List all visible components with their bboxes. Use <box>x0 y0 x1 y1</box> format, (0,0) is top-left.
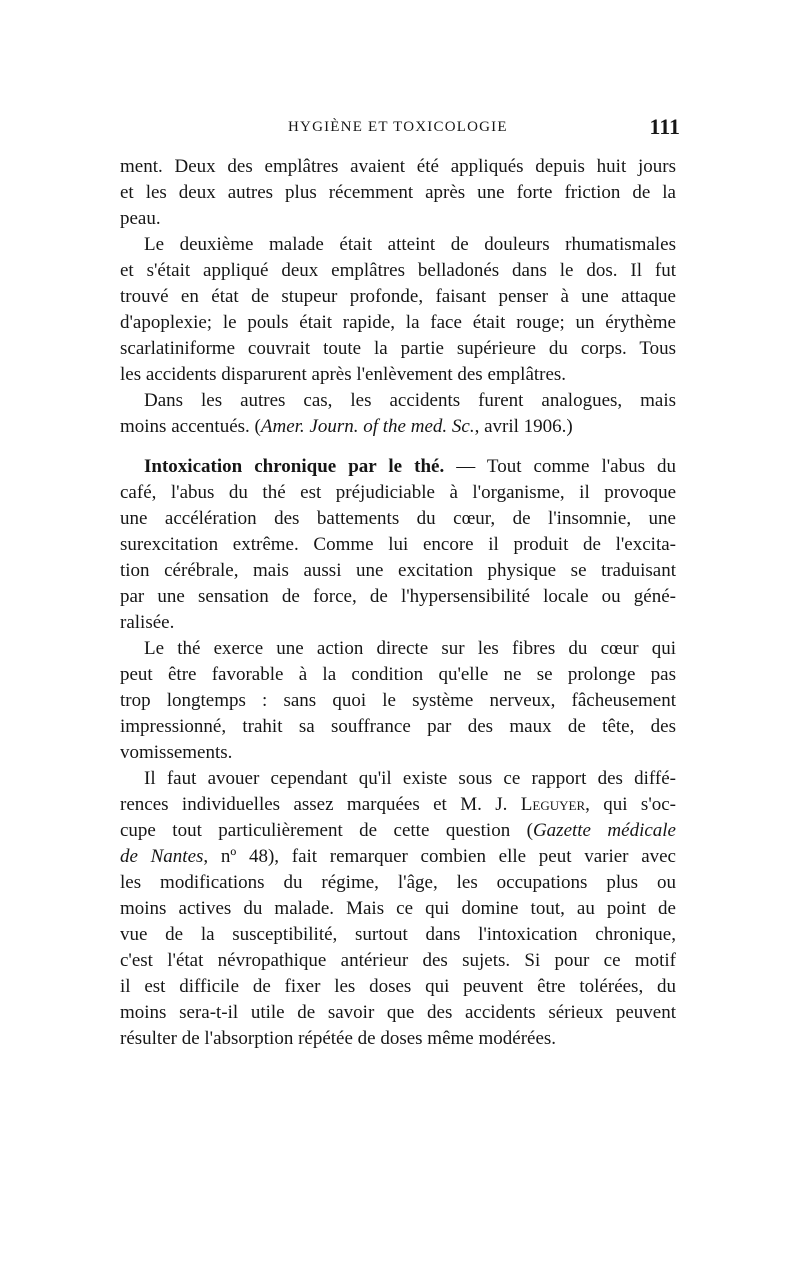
text-line: Il faut avouer cependant qu'il existe sous ce rapport des diffé- <box>144 768 676 789</box>
text-line: il est difficile de fixer les doses qui peuvent être tolérées, du <box>120 976 676 997</box>
text-line: tion cérébrale, mais aussi une excitation physique se traduisant <box>120 560 676 581</box>
text-line: surexcitation extrême. Comme lui encore il produit de l'excita- <box>120 534 676 555</box>
text-line: vue de la susceptibilité, surtout dans l'intoxication chronique, <box>120 924 676 945</box>
text-line: d'apoplexie; le pouls était rapide, la face était rouge; un érythème <box>120 312 676 333</box>
text-span: — Tout comme l'abus du <box>444 456 676 477</box>
citation: Amer. Journ. of the med. Sc. <box>260 416 475 437</box>
author-name: Leguyer <box>520 794 586 815</box>
text-line: c'est l'état névropathique antérieur des sujets. Si pour ce motif <box>120 950 676 971</box>
text-span: moins accentués. ( <box>120 416 261 437</box>
text-line: trouvé en état de stupeur profonde, faisant penser à une attaque <box>120 286 676 307</box>
text-line: les accidents disparurent après l'enlèvement des emplâtres. <box>120 364 567 385</box>
running-head: HYGIÈNE ET TOXICOLOGIE <box>288 119 508 135</box>
text-line <box>120 818 676 844</box>
text-line: par une sensation de force, de l'hypersensibilité locale ou géné- <box>120 586 676 607</box>
text-line <box>120 414 573 440</box>
text-line: scarlatiniforme couvrait toute la partie supérieure du corps. Tous <box>120 338 676 359</box>
text-line: vomissements. <box>120 742 233 763</box>
text-line: peau. <box>120 208 161 229</box>
text-span: , qui s'oc- <box>585 794 677 815</box>
text-span: rences individuelles assez marquées et M. J. <box>120 794 521 815</box>
text-line: résulter de l'absorption répétée de doses même modérées. <box>120 1028 557 1049</box>
text-line: café, l'abus du thé est préjudiciable à l'organisme, il provoque <box>120 482 676 503</box>
text-line: trop longtemps : sans quoi le système nerveux, fâcheusement <box>120 690 676 711</box>
text-line: impressionné, trahit sa souffrance par des maux de tête, des <box>120 716 676 737</box>
text-line: les modifications du régime, l'âge, les occupations plus ou <box>120 872 676 893</box>
text-line <box>120 844 676 870</box>
section-title: Intoxication chronique par le thé. <box>144 456 445 477</box>
text-line <box>144 454 676 480</box>
text-span: , avril 1906.) <box>474 416 573 437</box>
text-line: peut être favorable à la condition qu'elle ne se prolonge pas <box>120 664 676 685</box>
text-line: une accélération des battements du cœur, de l'insomnie, une <box>120 508 676 529</box>
text-line: et les deux autres plus récemment après une forte friction de la <box>120 182 676 203</box>
text-line: moins sera-t-il utile de savoir que des accidents sérieux peuvent <box>120 1002 676 1023</box>
text-line: ment. Deux des emplâtres avaient été appliqués depuis huit jours <box>120 156 676 177</box>
citation: Gazette médicale <box>532 820 676 841</box>
text-line <box>120 792 676 818</box>
page-number: 111 <box>649 114 680 139</box>
text-line: Dans les autres cas, les accidents furent analogues, mais <box>144 390 676 411</box>
text-span: cupe tout particulièrement de cette question ( <box>120 820 533 841</box>
text-line: Le thé exerce une action directe sur les fibres du cœur qui <box>144 638 676 659</box>
text-span: , nº 48), fait remarquer combien elle peut varier avec <box>203 846 676 867</box>
text-line: ralisée. <box>120 612 175 633</box>
text-line: et s'était appliqué deux emplâtres belladonés dans le dos. Il fut <box>120 260 676 281</box>
text-line: moins actives du malade. Mais ce qui domine tout, au point de <box>120 898 676 919</box>
citation: de Nantes <box>120 846 204 867</box>
page-header <box>120 116 680 140</box>
text-line: Le deuxième malade était atteint de douleurs rhumatismales <box>144 234 676 255</box>
